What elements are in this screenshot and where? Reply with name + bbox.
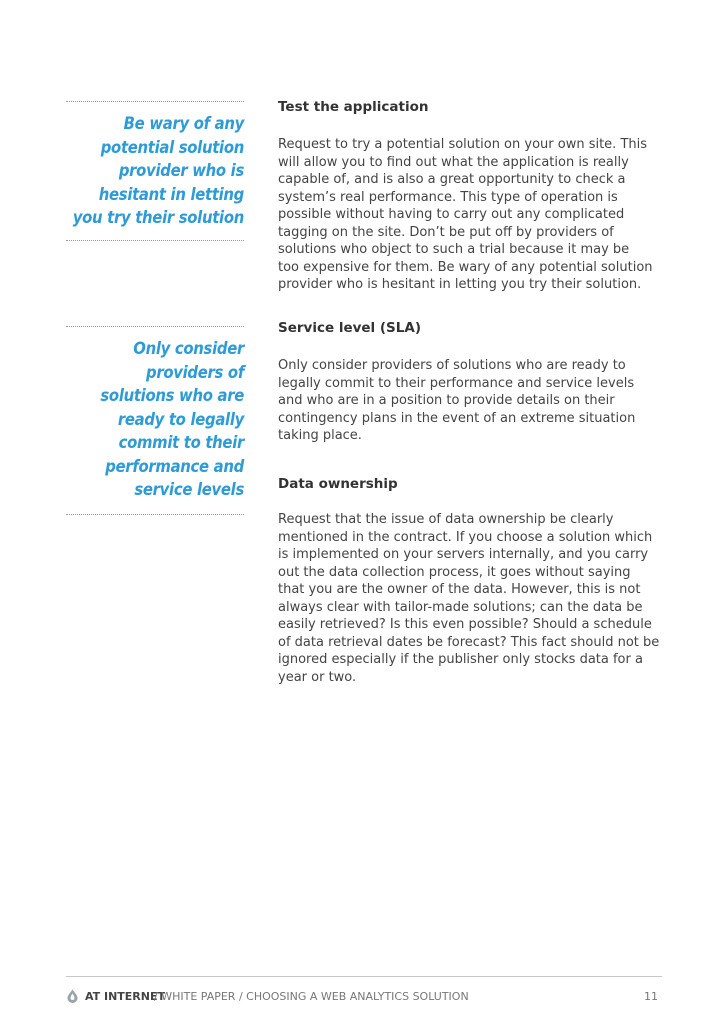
body-line: that you are the owner of the data. However, this is not	[278, 582, 641, 597]
body-line: Only consider providers of solutions who are ready to	[278, 358, 626, 373]
dotted-divider	[66, 514, 244, 515]
body-line: is implemented on your servers internally, and you carry	[278, 547, 649, 562]
pullquote-line: potential solution	[100, 137, 244, 157]
section-body-test-application	[278, 136, 658, 294]
body-line: tagging on the site. Don’t be put off by providers of	[278, 224, 614, 240]
at-internet-drop-icon	[66, 989, 79, 1003]
footer-divider	[66, 976, 662, 977]
pullquote-text	[66, 337, 244, 502]
dotted-divider	[66, 326, 244, 327]
body-line: possible without having to carry out any complicated	[278, 207, 625, 222]
body-line: solutions who object to such a trial because it may be	[278, 242, 630, 257]
pullquote-line: commit to their	[118, 433, 244, 452]
page-footer	[66, 988, 662, 1006]
dotted-divider	[66, 101, 244, 102]
footer-breadcrumb: / WHITE PAPER / CHOOSING A WEB ANALYTICS SOLUTION	[154, 990, 469, 1003]
body-line: Request to try a potential solution on your own site. This	[278, 137, 648, 152]
body-line: provider who is hesitant in letting you try their solution.	[278, 277, 642, 292]
body-line: Request that the issue of data ownership be clearly	[278, 512, 614, 527]
pullquote-line: provider who is	[118, 161, 244, 180]
body-line: easily retrieved? Is this even possible? Should a schedule	[278, 617, 652, 632]
pullquote-line: providers of	[146, 362, 244, 382]
body-line: mentioned in the contract. If you choose a solution which	[278, 529, 653, 545]
pullquote-2	[66, 326, 244, 515]
body-line: year or two.	[278, 669, 357, 685]
section-heading-data-ownership: Data ownership	[278, 476, 398, 492]
section-heading-service-level: Service level (SLA)	[278, 320, 422, 336]
body-line: too expensive for them. Be wary of any potential solution	[278, 259, 653, 275]
body-line: ignored especially if the publisher only stocks data for a	[278, 652, 643, 667]
body-line: of data retrieval dates be forecast? This fact should not be	[278, 634, 660, 650]
body-line: out the data collection process, it goes without saying	[278, 564, 631, 580]
pullquote-line: solutions who are	[100, 386, 244, 405]
pullquote-line: you try their solution	[72, 208, 244, 227]
pullquote-text	[66, 112, 244, 230]
body-line: taking place.	[278, 428, 362, 443]
body-line: capable of, and is also a great opportunity to check a	[278, 172, 626, 187]
section-heading-test-application: Test the application	[278, 99, 429, 115]
body-line: will allow you to find out what the application is really	[278, 154, 629, 170]
pullquote-1	[66, 101, 244, 241]
body-line: always clear with tailor-made solutions; can the data be	[278, 599, 643, 615]
section-body-data-ownership	[278, 511, 658, 686]
dotted-divider	[66, 240, 244, 241]
section-body-service-level	[278, 357, 658, 445]
pullquote-line: Be wary of any	[123, 114, 244, 133]
pullquote-line: Only consider	[133, 339, 244, 358]
body-line: contingency plans in the event of an extreme situation	[278, 410, 636, 426]
pullquote-line: service levels	[134, 480, 244, 499]
body-line: and who are in a position to provide details on their	[278, 393, 615, 408]
body-line: system’s real performance. This type of operation is	[278, 189, 618, 205]
footer-brand: AT INTERNET	[85, 990, 166, 1003]
pullquote-line: performance and	[105, 456, 244, 476]
pullquote-line: hesitant in letting	[98, 184, 244, 204]
body-line: legally commit to their performance and service levels	[278, 375, 635, 391]
page-number: 11	[644, 990, 658, 1003]
pullquote-line: ready to legally	[117, 409, 244, 429]
